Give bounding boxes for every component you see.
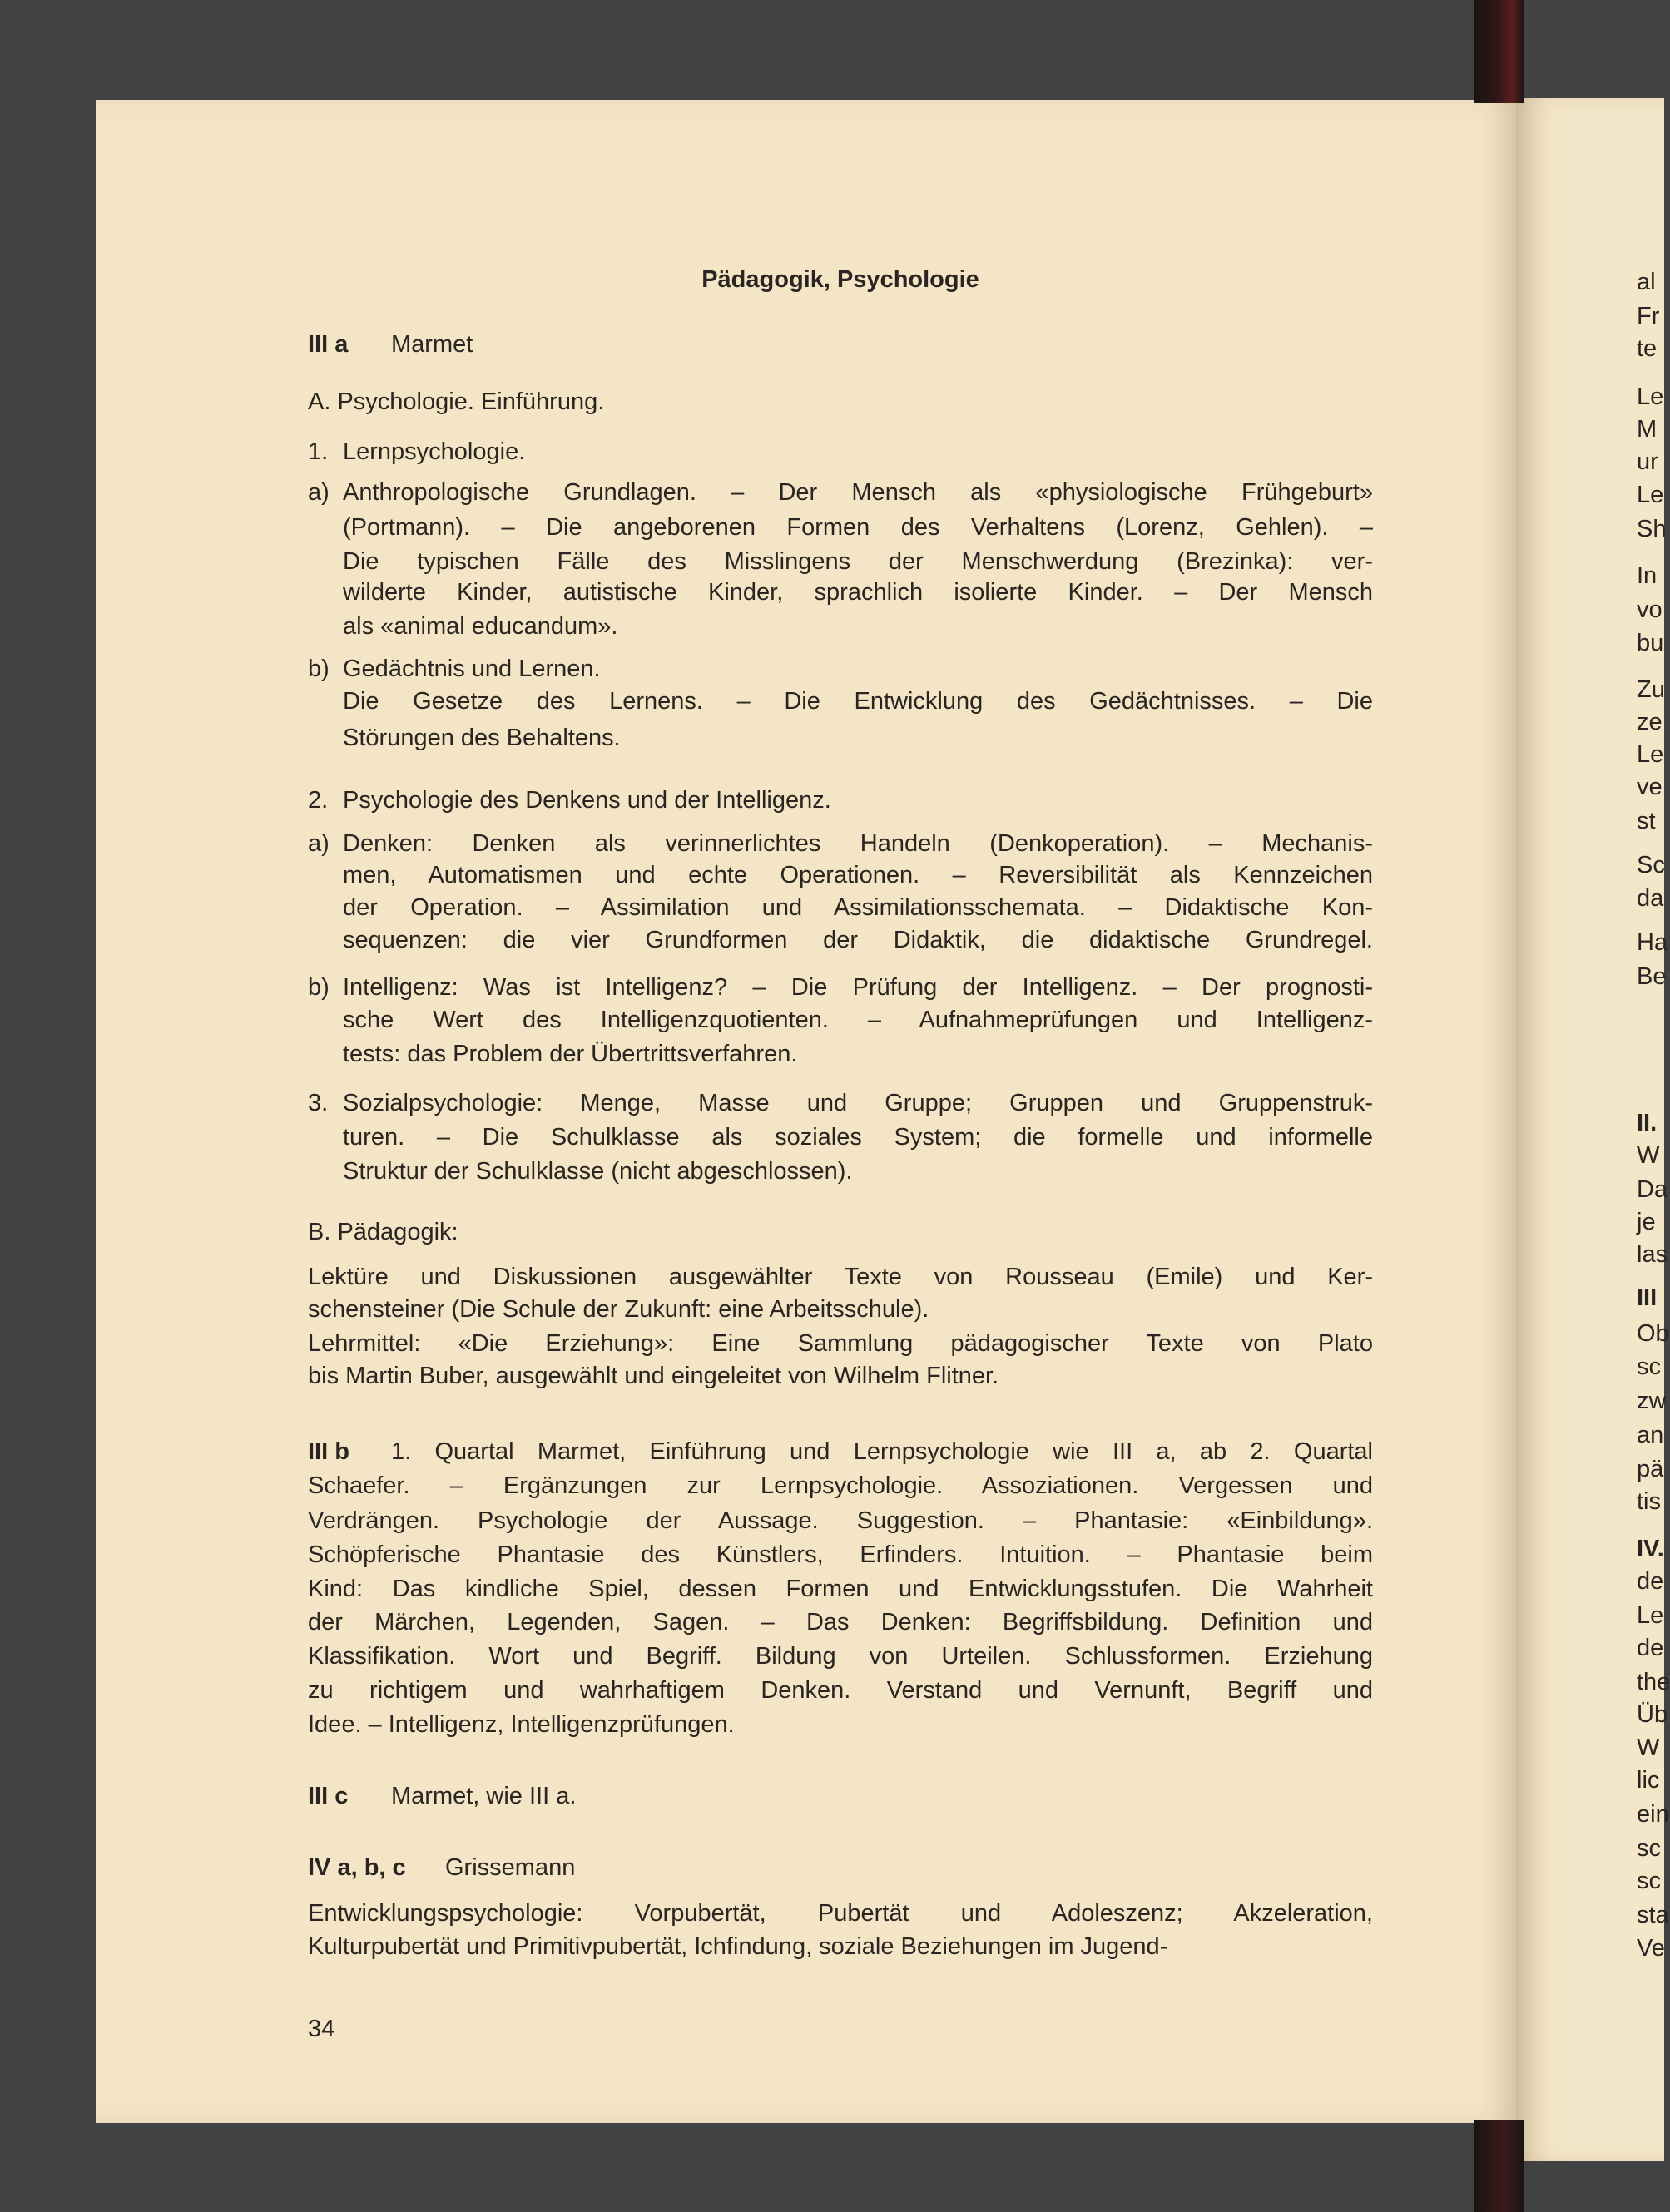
text-line: Schaefer. – Ergänzungen zur Lernpsychologie. Assoziationen. Vergessen und	[308, 1472, 1373, 1499]
right-page-text-fragment: ze	[1637, 709, 1663, 735]
list-marker: b)	[308, 656, 330, 682]
text-line: Schöpferische Phantasie des Künstlers, Erfinders. Intuition. – Phantasie beim	[308, 1541, 1373, 1568]
text-line: Kulturpubertät und Primitivpubertät, Ichfindung, soziale Beziehungen im Jugend-	[308, 1933, 1168, 1960]
right-page-text-fragment: Le	[1637, 384, 1664, 410]
right-page-text-fragment: Ha	[1637, 929, 1668, 956]
right-page-text-fragment: ein	[1637, 1801, 1669, 1828]
right-page-text-fragment: tis	[1637, 1488, 1661, 1515]
right-page-text-fragment: Ob	[1637, 1320, 1669, 1347]
right-page-text-fragment: M	[1637, 416, 1658, 443]
text-line: Marmet	[391, 331, 473, 358]
right-page-text-fragment: Fr	[1637, 303, 1660, 329]
right-page-text-fragment: Le	[1637, 482, 1664, 508]
text-line: Struktur der Schulklasse (nicht abgeschlossen).	[343, 1158, 853, 1185]
text-line: der Operation. – Assimilation und Assimilationsschemata. – Didaktische Kon-	[343, 894, 1373, 921]
right-page-text-fragment: Be	[1637, 963, 1667, 990]
right-page-text-fragment: lic	[1637, 1767, 1660, 1794]
right-page-text-fragment: ur	[1637, 448, 1658, 475]
book-binding-top	[1474, 0, 1524, 103]
text-line: Entwicklungspsychologie: Vorpubertät, Pubertät und Adoleszenz; Akzeleration,	[308, 1900, 1373, 1927]
right-page-text-fragment: sc	[1637, 1353, 1661, 1380]
right-page-text-fragment: Zu	[1637, 676, 1665, 703]
text-line: Verdrängen. Psychologie der Aussage. Suggestion. – Phantasie: «Einbildung».	[308, 1507, 1373, 1534]
right-page-text-fragment: Da	[1637, 1176, 1668, 1203]
right-page-text-fragment: the	[1637, 1669, 1670, 1695]
right-page-text-fragment: In	[1637, 562, 1658, 589]
text-line: Lernpsychologie.	[343, 438, 526, 465]
right-page-text-fragment: sc	[1637, 1835, 1661, 1862]
right-page-text-fragment: zw	[1637, 1388, 1667, 1414]
text-line: Idee. – Intelligenz, Intelligenzprüfungen.	[308, 1711, 735, 1738]
right-page-text-fragment: Üb	[1637, 1701, 1668, 1728]
right-page-text-fragment: Sc	[1637, 852, 1665, 878]
text-line: Die Gesetze des Lernens. – Die Entwicklung des Gedächtnisses. – Die	[343, 688, 1373, 715]
right-page-text-fragment: Le	[1637, 1602, 1664, 1629]
right-page-text-fragment: W	[1637, 1142, 1660, 1169]
list-marker: a)	[308, 830, 330, 857]
right-page-text-fragment: III	[1637, 1284, 1658, 1311]
text-line: turen. – Die Schulklasse als soziales System; die formelle und informelle	[343, 1124, 1373, 1151]
text-line: Intelligenz: Was ist Intelligenz? – Die Prüfung der Intelligenz. – Der prognosti-	[343, 974, 1373, 1001]
page-number: 34	[308, 2016, 335, 2042]
right-page-text-fragment: W	[1637, 1734, 1660, 1761]
right-page-text-fragment: las	[1637, 1241, 1668, 1268]
right-page-text-fragment: Ve	[1637, 1935, 1665, 1962]
list-marker: 1.	[308, 438, 329, 465]
text-line: Marmet, wie III a.	[391, 1783, 577, 1809]
class-label: III a	[308, 331, 349, 358]
text-line: bis Martin Buber, ausgewählt und eingeleitet von Wilhelm Flitner.	[308, 1363, 999, 1389]
text-line: wilderte Kinder, autistische Kinder, sprachlich isolierte Kinder. – Der Mensch	[343, 579, 1373, 606]
right-page-text-fragment: II.	[1637, 1110, 1658, 1136]
text-line: Denken: Denken als verinnerlichtes Handeln (Denkoperation). – Mechanis-	[343, 830, 1373, 857]
class-label: III c	[308, 1783, 349, 1809]
right-page-text-fragment: de	[1637, 1635, 1664, 1661]
text-line: sche Wert des Intelligenzquotienten. – Aufnahmeprüfungen und Intelligenz-	[343, 1007, 1373, 1033]
right-page-text-fragment: bu	[1637, 630, 1664, 656]
right-page-text-fragment: da	[1637, 885, 1664, 912]
text-line: men, Automatismen und echte Operationen. – Reversibilität als Kennzeichen	[343, 862, 1373, 888]
text-line: als «animal educandum».	[343, 613, 618, 640]
right-page-text-fragment: ve	[1637, 774, 1663, 800]
text-line: (Portmann). – Die angeborenen Formen des Verhaltens (Lorenz, Gehlen). –	[343, 514, 1373, 541]
text-line: zu richtigem und wahrhaftigem Denken. Verstand und Vernunft, Begriff und	[308, 1677, 1373, 1704]
text-line: 1. Quartal Marmet, Einführung und Lernpsychologie wie III a, ab 2. Quartal	[391, 1438, 1373, 1465]
text-line: Lektüre und Diskussionen ausgewählter Texte von Rousseau (Emile) und Ker-	[308, 1264, 1373, 1290]
text-line: Die typischen Fälle des Misslingens der Menschwerdung (Brezinka): ver-	[343, 548, 1373, 575]
right-page-text-fragment: Sh	[1637, 516, 1667, 542]
right-page-text-fragment: sta	[1637, 1902, 1669, 1928]
right-page-text-fragment: IV.	[1637, 1536, 1664, 1562]
text-line: Lehrmittel: «Die Erziehung»: Eine Sammlung pädagogischer Texte von Plato	[308, 1330, 1373, 1357]
text-line: tests: das Problem der Übertrittsverfahren.	[343, 1041, 798, 1067]
text-line: sequenzen: die vier Grundformen der Didaktik, die didaktische Grundregel.	[343, 927, 1373, 953]
book-binding-bottom	[1474, 2120, 1524, 2212]
class-label: III b	[308, 1438, 349, 1465]
text-line: Grissemann	[445, 1854, 576, 1881]
page-heading: Pädagogik, Psychologie	[701, 266, 979, 293]
text-line: Gedächtnis und Lernen.	[343, 656, 601, 682]
list-marker: 3.	[308, 1090, 329, 1116]
right-page-text-fragment: sc	[1637, 1868, 1661, 1894]
text-line: schensteiner (Die Schule der Zukunft: eine Arbeitsschule).	[308, 1296, 929, 1323]
right-page-text-fragment: al	[1637, 269, 1656, 295]
right-page-text-fragment: vo	[1637, 596, 1663, 623]
text-line: A. Psychologie. Einführung.	[308, 388, 605, 415]
right-page-text-fragment: Le	[1637, 741, 1664, 768]
text-line: der Märchen, Legenden, Sagen. – Das Denken: Begriffsbildung. Definition und	[308, 1609, 1373, 1635]
right-page-text-fragment: pä	[1637, 1456, 1664, 1482]
text-line: Kind: Das kindliche Spiel, dessen Formen und Entwicklungsstufen. Die Wahrheit	[308, 1576, 1373, 1602]
right-page-text-fragment: an	[1637, 1422, 1664, 1448]
right-page-text-fragment: te	[1637, 335, 1658, 362]
list-marker: 2.	[308, 787, 329, 814]
right-page-text-fragment: st	[1637, 808, 1656, 834]
text-line: Störungen des Behaltens.	[343, 725, 621, 751]
list-marker: a)	[308, 479, 330, 506]
right-page-text-fragment: de	[1637, 1568, 1664, 1595]
text-line: Sozialpsychologie: Menge, Masse und Gruppe; Gruppen und Gruppenstruk-	[343, 1090, 1373, 1116]
text-line: B. Pädagogik:	[308, 1219, 458, 1245]
list-marker: b)	[308, 974, 330, 1001]
text-line: Anthropologische Grundlagen. – Der Mensch als «physiologische Frühgeburt»	[343, 479, 1373, 506]
text-line: Psychologie des Denkens und der Intelligenz.	[343, 787, 831, 814]
right-page-text-fragment: je	[1637, 1209, 1656, 1235]
class-label: IV a, b, c	[308, 1854, 406, 1881]
text-line: Klassifikation. Wort und Begriff. Bildung von Urteilen. Schlussformen. Erziehung	[308, 1643, 1373, 1670]
